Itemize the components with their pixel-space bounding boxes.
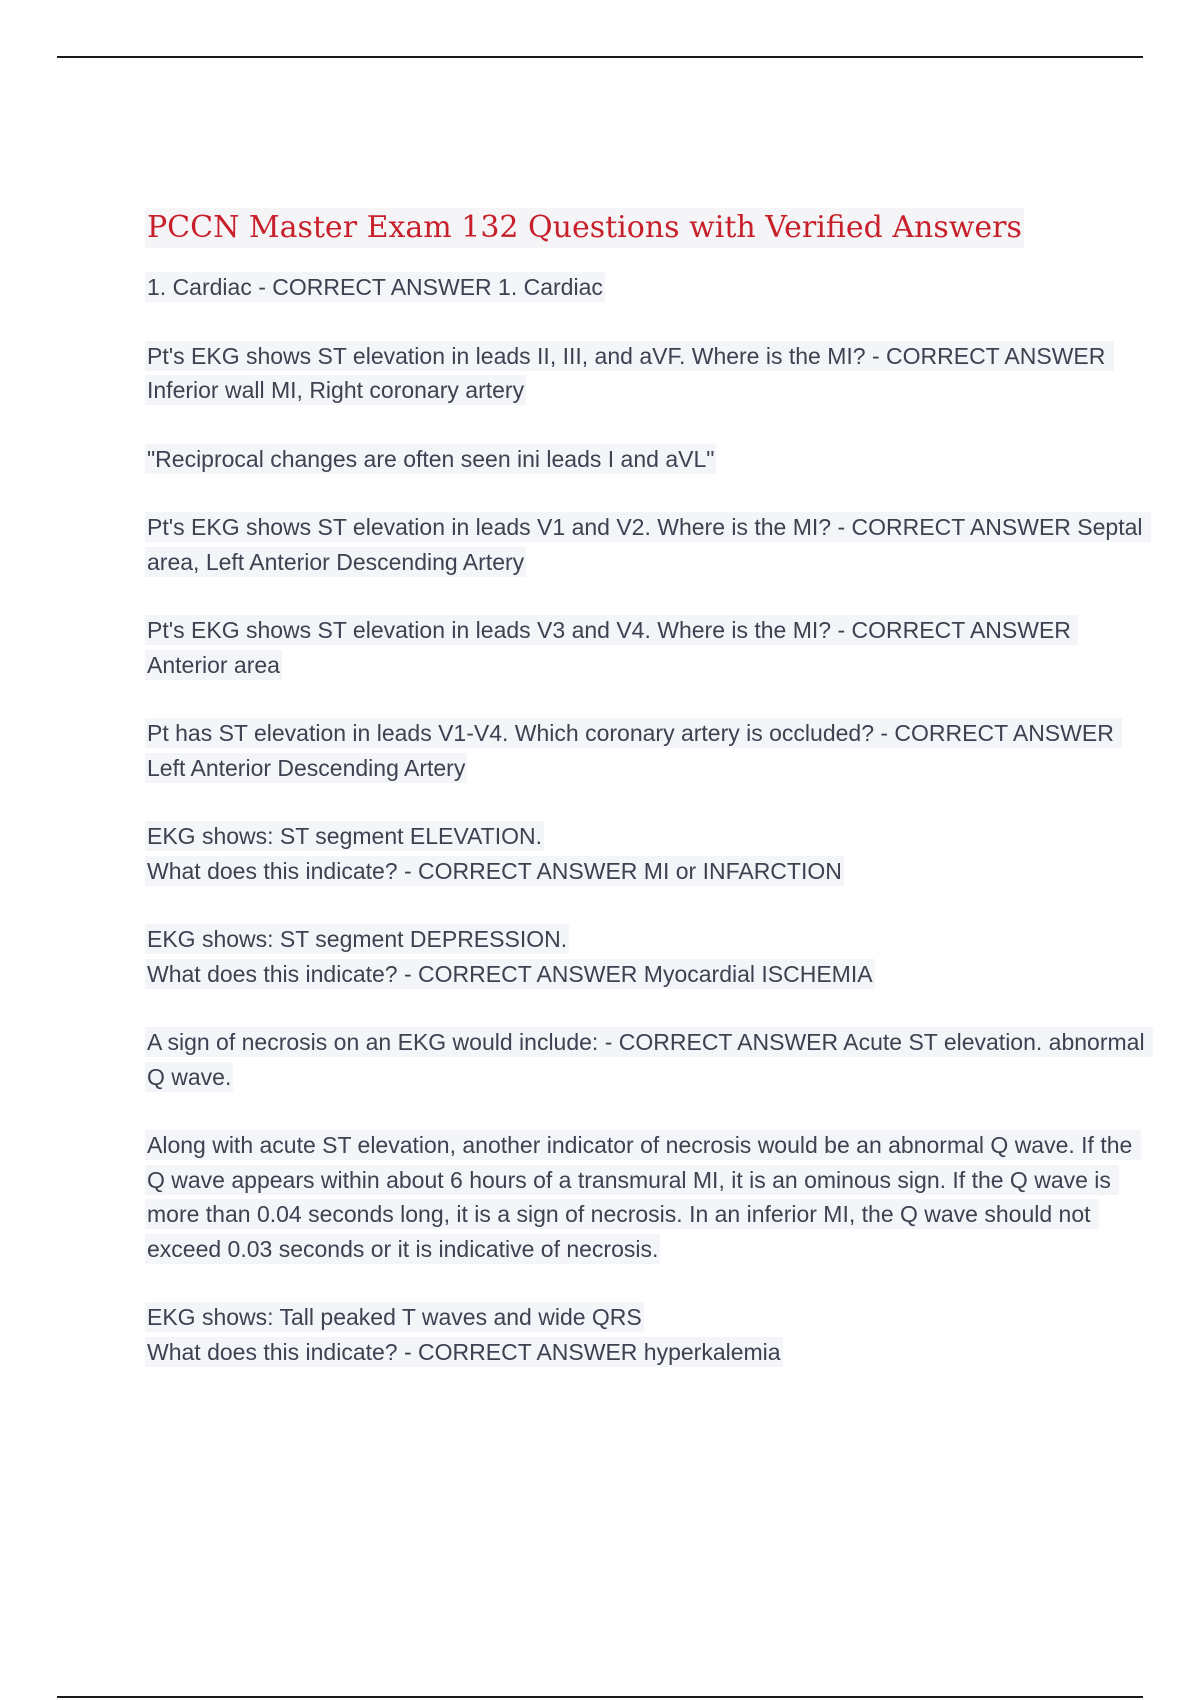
- text-line: EKG shows: ST segment ELEVATION.: [147, 823, 542, 849]
- text-line: EKG shows: ST segment DEPRESSION.: [147, 926, 568, 952]
- qa-paragraph: [145, 1025, 1151, 1094]
- qa-paragraph: [145, 922, 1145, 991]
- text-line: Along with acute ST elevation, another indicator of necrosis would be an abnormal Q wave. If the Q wave appears within about 6 hours of a transmural MI, it is an ominous sign. If the Q wave is more than 0.04 seconds long, it is a sign of necrosis. In an inferior MI, the Q wave should not exceed 0.03 seconds or it is indicative of necrosis.: [147, 1132, 1139, 1262]
- top-rule: [57, 56, 1143, 58]
- text-line: "Reciprocal changes are often seen ini leads I and aVL": [147, 445, 715, 472]
- text-line: Pt's EKG shows ST elevation in leads II, III, and aVF. Where is the MI? - CORRECT ANSWER Inferior wall MI, Right coronary artery: [147, 342, 1112, 403]
- text-line: What does this indicate? - CORRECT ANSWER MI or INFARCTION: [147, 857, 842, 884]
- qa-paragraph: [145, 339, 1145, 408]
- qa-paragraph: [145, 1300, 1145, 1369]
- qa-paragraph: [145, 270, 1145, 305]
- qa-paragraph: [145, 613, 1145, 682]
- text-line: What does this indicate? - CORRECT ANSWER hyperkalemia: [147, 1338, 781, 1365]
- qa-paragraph: [145, 1128, 1145, 1266]
- text-line: EKG shows: Tall peaked T waves and wide QRS: [147, 1304, 642, 1330]
- qa-paragraph: [145, 716, 1145, 785]
- qa-paragraph: [145, 442, 1145, 477]
- text-line: Pt's EKG shows ST elevation in leads V1 and V2. Where is the MI? - CORRECT ANSWER Septal area, Left Anterior Descending Artery: [147, 514, 1149, 575]
- text-line: Pt's EKG shows ST elevation in leads V3 and V4. Where is the MI? - CORRECT ANSWER Anterior area: [147, 617, 1077, 678]
- qa-paragraph: [145, 510, 1149, 579]
- text-line: 1. Cardiac - CORRECT ANSWER 1. Cardiac: [147, 274, 603, 300]
- bottom-rule: [57, 1696, 1143, 1698]
- text-line: A sign of necrosis on an EKG would include: - CORRECT ANSWER Acute ST elevation. abnormal Q wave.: [147, 1029, 1151, 1090]
- text-line: What does this indicate? - CORRECT ANSWER Myocardial ISCHEMIA: [147, 960, 873, 987]
- text-line: Pt has ST elevation in leads V1-V4. Which coronary artery is occluded? - CORRECT ANSWER Left Anterior Descending Artery: [147, 720, 1121, 781]
- page-title: PCCN Master Exam 132 Questions with Verified Answers: [145, 208, 1024, 248]
- qa-paragraph: [145, 819, 1145, 888]
- document-body: [145, 208, 1151, 1403]
